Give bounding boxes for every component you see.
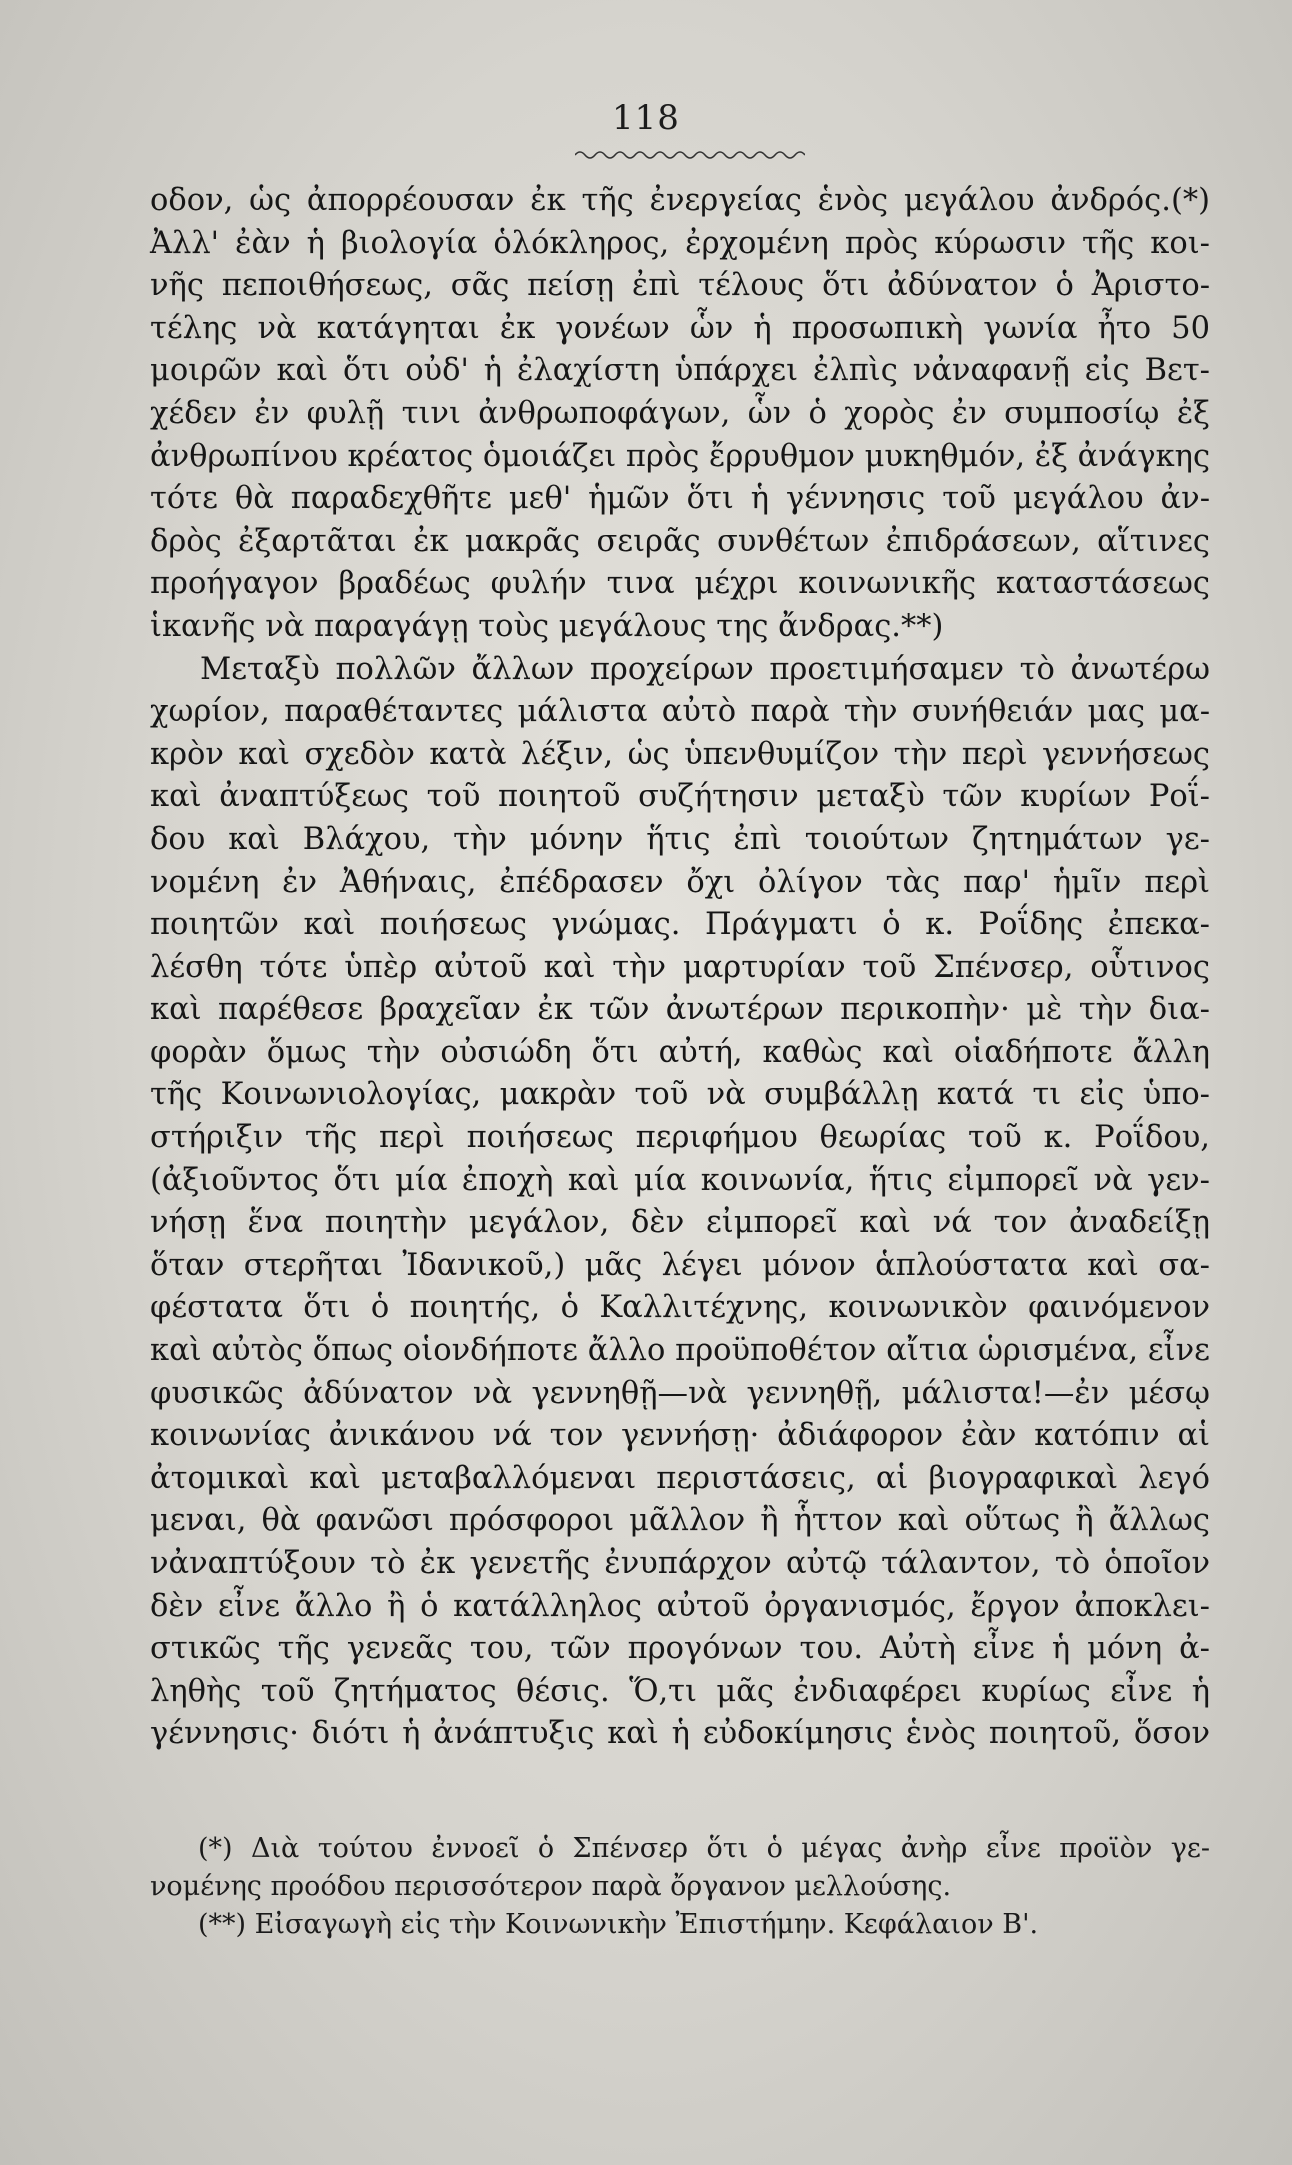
text-line: νῆς πεποιθήσεως, σᾶς πείσῃ ἐπὶ τέλους ὅτι ἀδύνατον ὁ Ἀριστο- [150,268,1210,304]
text-line: κοινωνίας ἀνικάνου νά τον γεννήσῃ· ἀδιάφορον ἐὰν κατόπιν αἱ [150,1418,1210,1454]
text-line: ποιητῶν καὶ ποιήσεως γνώμας. Πράγματι ὁ κ. Ροΐδης ἐπεκα- [150,907,1210,943]
text-line: τότε θὰ παραδεχθῆτε μεθ' ἡμῶν ὅτι ἡ γέννησις τοῦ μεγάλου ἀν- [150,481,1210,517]
footnote-line: (**) Εἰσαγωγὴ εἰς τὴν Κοινωνικὴν Ἐπιστήμην. Κεφάλαιον Β'. [198,1909,1039,1940]
text-line: χέδεν ἐν φυλῇ τινι ἀνθρωποφάγων, ὧν ὁ χορὸς ἐν συμποσίῳ ἐξ [150,395,1210,431]
text-line: οδον, ὡς ἀπορρέουσαν ἐκ τῆς ἐνεργείας ἑνὸς μεγάλου ἀνδρός.(*) [150,183,1210,218]
text-line: τῆς Κοινωνιολογίας, μακρὰν τοῦ νὰ συμβάλλῃ κατά τι εἰς ὑπο- [150,1077,1210,1113]
text-line: μεναι, θὰ φανῶσι πρόσφοροι μᾶλλον ἢ ἧττον καὶ οὕτως ἢ ἄλλως [150,1503,1210,1539]
text-line: ὅταν στερῆται Ἰδανικοῦ,) μᾶς λέγει μόνον ἁπλούστατα καὶ σα- [150,1247,1210,1283]
footnote-line: (*) Διὰ τούτου ἐννοεῖ ὁ Σπένσερ ὅτι ὁ μέγας ἀνὴρ εἶνε προϊὸν γε- [198,1833,1210,1864]
text-line: φυσικῶς ἀδύνατον νὰ γεννηθῇ—νὰ γεννηθῇ, μάλιστα!—ἐν μέσῳ [150,1375,1210,1411]
text-line: λέσθη τότε ὑπὲρ αὐτοῦ καὶ τὴν μαρτυρίαν τοῦ Σπένσερ, οὗτινος [150,949,1210,985]
text-line: (ἀξιοῦντος ὅτι μία ἐποχὴ καὶ μία κοινωνία, ἥτις εἰμπορεῖ νὰ γεν- [150,1162,1210,1198]
text-line: μοιρῶν καὶ ὅτι οὐδ' ἡ ἐλαχίστη ὑπάρχει ἐλπὶς νἀναφανῇ εἰς Βετ- [150,353,1210,389]
text-line: νἀναπτύξουν τὸ ἐκ γενετῆς ἐνυπάρχον αὐτῷ τάλαντον, τὸ ὁποῖον [150,1546,1210,1581]
text-line: ἀτομικαὶ καὶ μεταβαλλόμεναι περιστάσεις, αἱ βιογραφικαὶ λεγό [150,1460,1210,1496]
text-line: καὶ αὐτὸς ὅπως οἱονδήποτε ἄλλο προϋποθέτον αἴτια ὡρισμένα, εἶνε [150,1333,1210,1369]
text-line: ληθὴς τοῦ ζητήματος θέσις. Ὅ,τι μᾶς ἐνδιαφέρει κυρίως εἶνε ἡ [150,1673,1210,1709]
text-line: γέννησις· διότι ἡ ἀνάπτυξις καὶ ἡ εὐδοκίμησις ἑνὸς ποιητοῦ, ὅσον [150,1716,1210,1752]
text-line: προήγαγον βραδέως φυλήν τινα μέχρι κοινωνικῆς καταστάσεως [150,566,1210,602]
footnotes [150,1830,1210,1944]
text-line: καὶ ἀναπτύξεως τοῦ ποιητοῦ συζήτησιν μεταξὺ τῶν κυρίων Ροΐ- [150,779,1210,815]
page-number: 118 [612,98,680,138]
text-line: τέλης νὰ κατάγηται ἐκ γονέων ὧν ἡ προσωπικὴ γωνία ἦτο 50 [150,310,1210,346]
text-line: νήσῃ ἕνα ποιητὴν μεγάλον, δὲν εἰμπορεῖ καὶ νά τον ἀναδείξῃ [150,1205,1210,1241]
wavy-rule-ornament [575,146,805,164]
text-line: φορὰν ὅμως τὴν οὐσιώδη ὅτι αὐτή, καθὼς καὶ οἱαδήποτε ἄλλη [150,1034,1210,1070]
text-line: δὲν εἶνε ἄλλο ἢ ὁ κατάλληλος αὐτοῦ ὀργανισμός, ἔργον ἀποκλει- [150,1588,1210,1624]
text-line: ἀνθρωπίνου κρέατος ὁμοιάζει πρὸς ἔρρυθμον μυκηθμόν, ἐξ ἀνάγκης [150,438,1211,474]
main-text [150,180,1210,1756]
text-line: νομένη ἐν Ἀθήναις, ἐπέδρασεν ὄχι ὀλίγον τὰς παρ' ἡμῖν περὶ [150,864,1210,900]
text-line: φέστατα ὅτι ὁ ποιητής, ὁ Καλλιτέχνης, κοινωνικὸν φαινόμενον [150,1290,1210,1326]
text-line: δου καὶ Βλάχου, τὴν μόνην ἥτις ἐπὶ τοιούτων ζητημάτων γε- [150,821,1210,857]
text-line: κρὸν καὶ σχεδὸν κατὰ λέξιν, ὡς ὑπενθυμίζον τὴν περὶ γεννήσεως [150,736,1210,772]
text-line: καὶ παρέθεσε βραχεῖαν ἐκ τῶν ἀνωτέρων περικοπὴν· μὲ τὴν δια- [150,992,1210,1028]
text-line: χωρίον, παραθέταντες μάλιστα αὐτὸ παρὰ τὴν συνήθειάν μας μα- [150,694,1210,730]
footnote-line: νομένης προόδου περισσότερον παρὰ ὄργανον μελλούσης. [150,1871,952,1902]
text-line: δρὸς ἐξαρτᾶται ἐκ μακρᾶς σειρᾶς συνθέτων ἐπιδράσεων, αἵτινες [150,523,1210,559]
text-line: ἱκανῆς νὰ παραγάγῃ τοὺς μεγάλους της ἄνδρας.**) [150,608,944,644]
text-line: στήριξιν τῆς περὶ ποιήσεως περιφήμου θεωρίας τοῦ κ. Ροΐδου, [150,1120,1210,1156]
text-line: Μεταξὺ πολλῶν ἄλλων προχείρων προετιμήσαμεν τὸ ἀνωτέρω [200,651,1210,687]
text-line: Ἀλλ' ἐὰν ἡ βιολογία ὁλόκληρος, ἐρχομένη πρὸς κύρωσιν τῆς κοι- [150,225,1210,261]
text-line: στικῶς τῆς γενεᾶς του, τῶν προγόνων του. Αὐτὴ εἶνε ἡ μόνη ἀ- [150,1631,1210,1667]
